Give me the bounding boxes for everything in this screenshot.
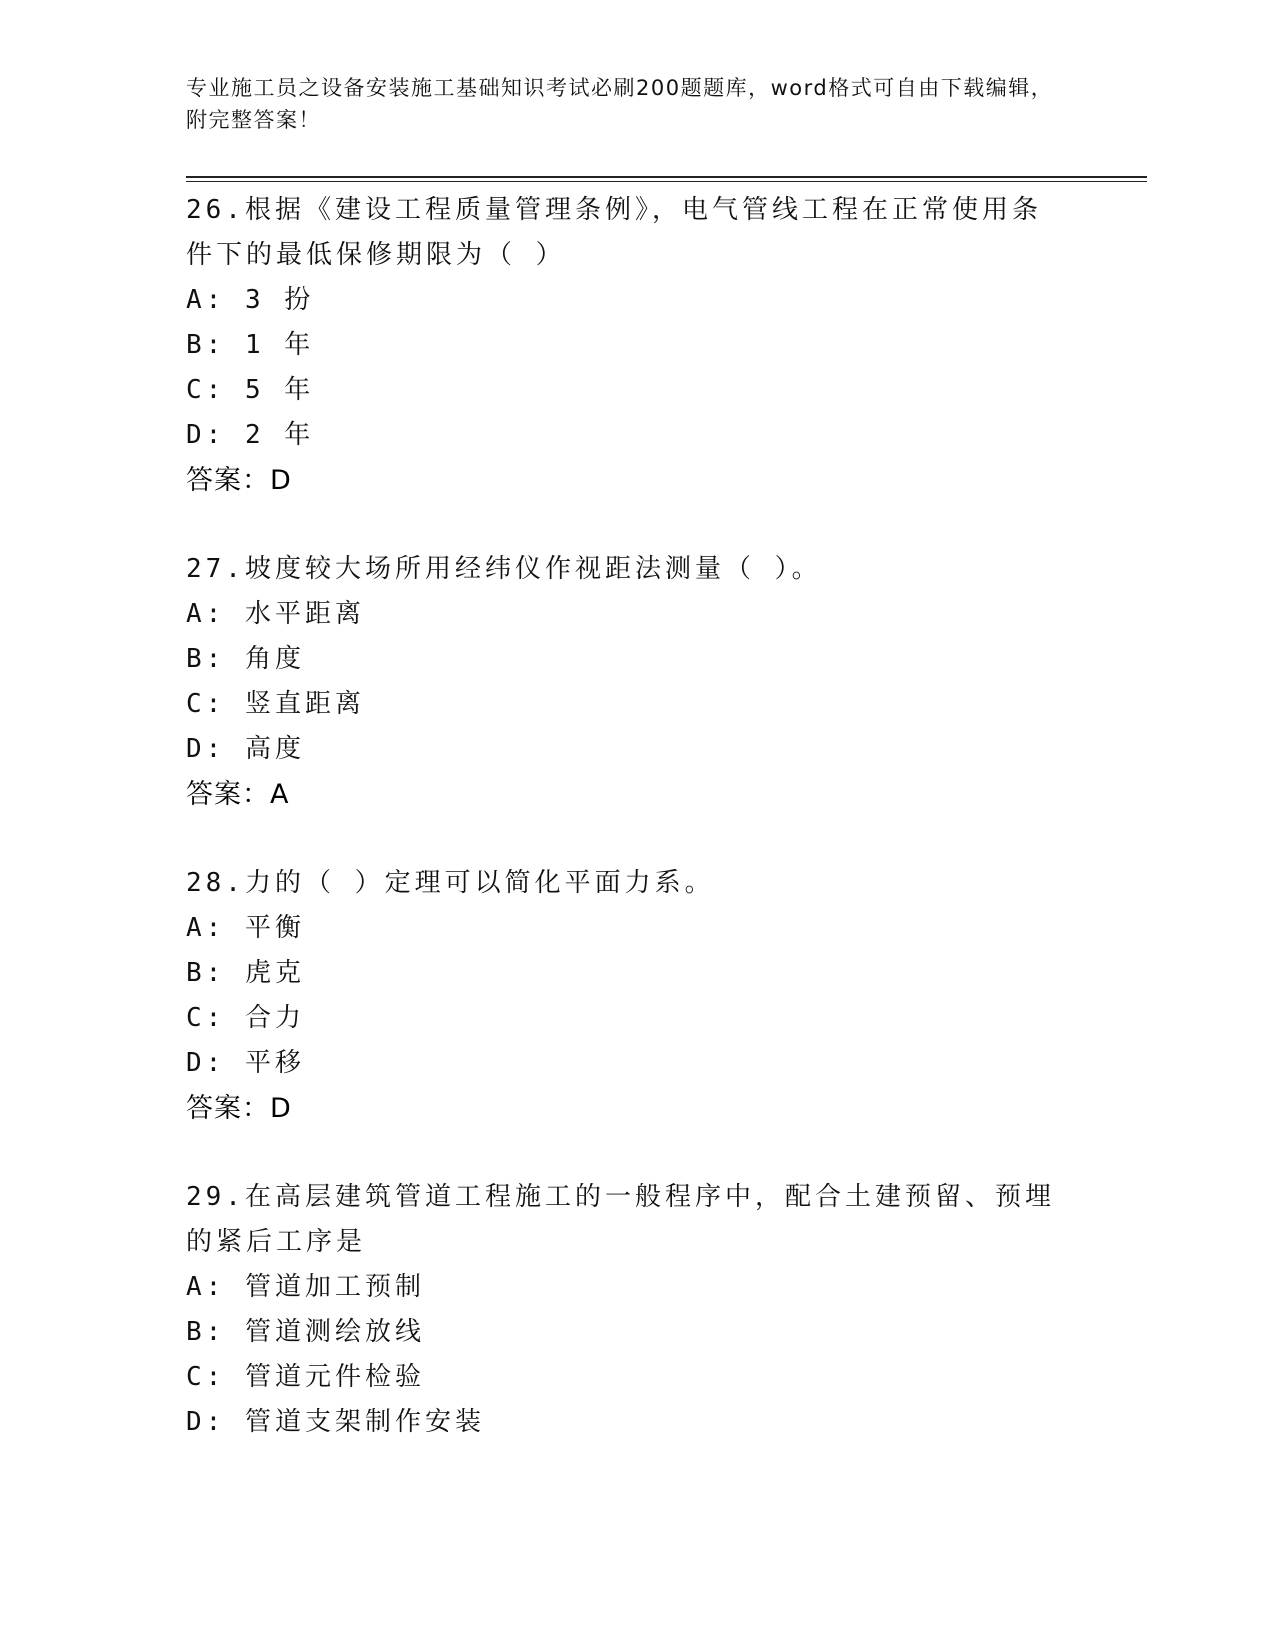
option-b: B: 虎克 [186,958,305,988]
option-c: C: 竖直距离 [186,689,365,719]
option-b: B: 1 年 [186,330,315,360]
answer-text: 答案：A [186,779,290,810]
option-a: A: 水平距离 [186,599,365,629]
header-divider-thick [186,176,1147,178]
option-c: C: 5 年 [186,375,315,405]
question-stem: 29.在高层建筑管道工程施工的一般程序中，配合土建预留、预埋的紧后工序是 [186,1182,1055,1257]
question-27 [186,547,1066,817]
document-header: 专业施工员之设备安装施工基础知识考试必刷200题题库，word格式可自由下载编辑，附完整答案！ [186,76,1054,132]
question-stem: 27.坡度较大场所用经纬仪作视距法测量（ ）。 [186,554,822,584]
question-stem: 28.力的（ ）定理可以简化平面力系。 [186,868,715,898]
option-d: D: 2 年 [186,420,315,450]
option-a: A: 3 扮 [186,285,315,315]
option-c: C: 合力 [186,1003,305,1033]
option-a: A: 平衡 [186,913,305,943]
answer-text: 答案：D [186,1093,292,1124]
option-d: D: 管道支架制作安装 [186,1407,485,1437]
header-divider-thin [186,181,1147,182]
option-b: B: 管道测绘放线 [186,1317,425,1347]
option-d: D: 平移 [186,1048,305,1078]
option-a: A: 管道加工预制 [186,1272,425,1302]
question-26 [186,188,1066,503]
question-stem: 26.根据《建设工程质量管理条例》，电气管线工程在正常使用条件下的最低保修期限为（ ） [186,195,1042,270]
option-c: C: 管道元件检验 [186,1362,425,1392]
question-list [186,188,1066,1489]
question-28 [186,861,1066,1131]
answer-text: 答案：D [186,465,292,496]
option-d: D: 高度 [186,734,305,764]
option-b: B: 角度 [186,644,305,674]
question-29 [186,1175,1066,1445]
